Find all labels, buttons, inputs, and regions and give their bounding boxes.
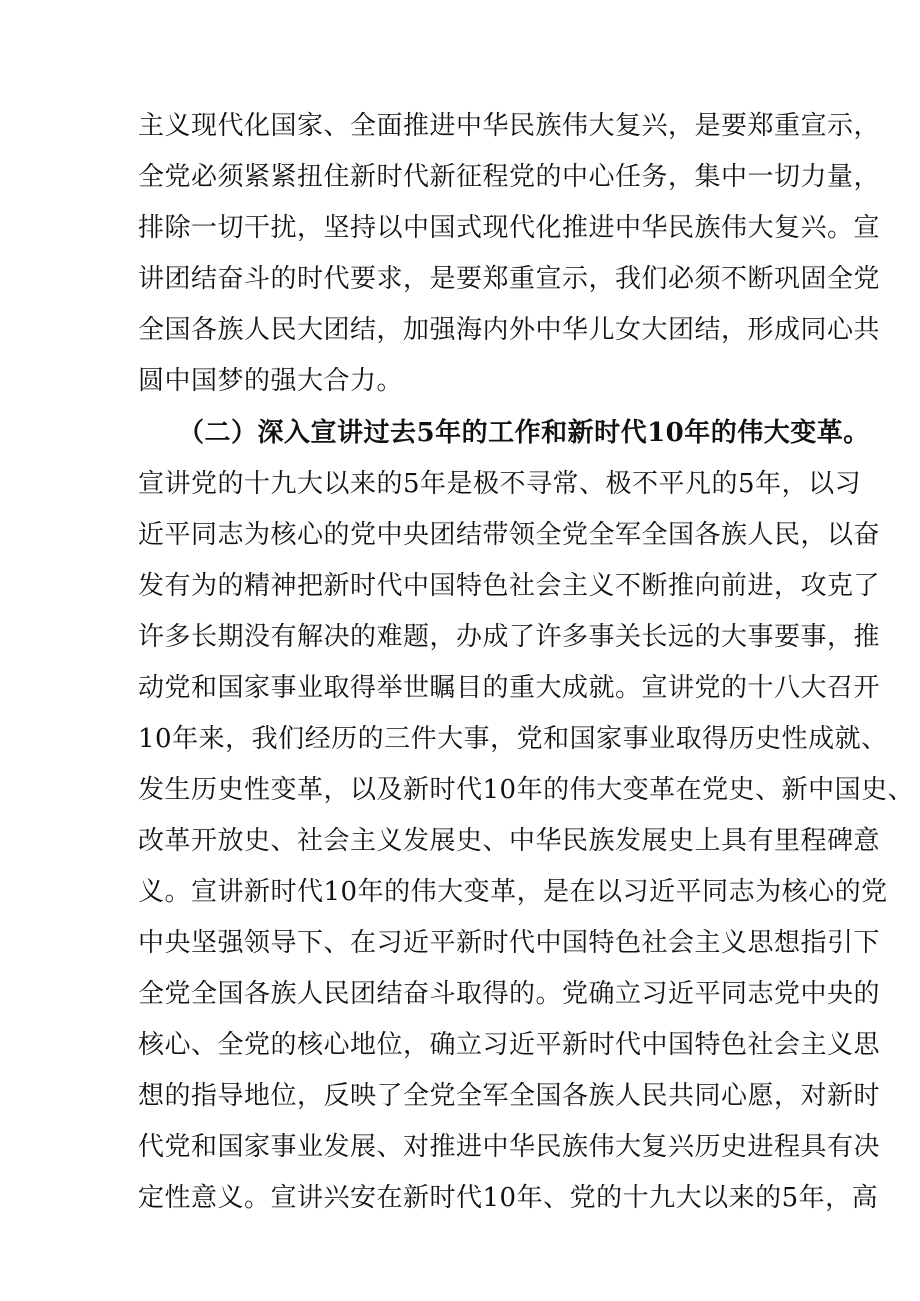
text-line: 定性意义。宣讲兴安在新时代10年、党的十九大以来的5年，高: [138, 1183, 879, 1213]
text-line: 近平同志为核心的党中央团结带领全党全军全国各族人民，以奋: [138, 520, 881, 550]
text-line: 发生历史性变革，以及新时代10年的伟大变革在党史、新中国史、: [138, 775, 915, 805]
text-line: 许多长期没有解决的难题，办成了许多事关长远的大事要事，推: [138, 622, 881, 652]
text-line: 发有为的精神把新时代中国特色社会主义不断推向前进，攻克了: [138, 571, 881, 601]
text-line: 核心、全党的核心地位，确立习近平新时代中国特色社会主义思: [138, 1030, 881, 1060]
text-line: 想的指导地位，反映了全党全军全国各族人民共同心愿，对新时: [138, 1081, 881, 1111]
text-line: 排除一切干扰，坚持以中国式现代化推进中华民族伟大复兴。宣: [138, 213, 881, 243]
text-line: 圆中国梦的强大合力。: [138, 366, 404, 396]
text-line: 动党和国家事业取得举世瞩目的重大成就。宣讲党的十八大召开: [138, 673, 881, 703]
text-line: 全国各族人民大团结，加强海内外中华儿女大团结，形成同心共: [138, 315, 881, 345]
section-heading: （二）深入宣讲过去5年的工作和新时代10年的伟大变革。: [178, 418, 870, 448]
text-line: 主义现代化国家、全面推进中华民族伟大复兴，是要郑重宣示，: [138, 111, 881, 141]
text-line: 宣讲党的十九大以来的5年是极不寻常、极不平凡的5年，以习: [138, 469, 862, 499]
text-line: 讲团结奋斗的时代要求，是要郑重宣示，我们必须不断巩固全党: [138, 264, 881, 294]
text-line: 10年来，我们经历的三件大事，党和国家事业取得历史性成就、: [138, 724, 888, 754]
text-line: 代党和国家事业发展、对推进中华民族伟大复兴历史进程具有决: [138, 1132, 881, 1162]
text-line: 中央坚强领导下、在习近平新时代中国特色社会主义思想指引下: [138, 928, 881, 958]
text-line: 全党全国各族人民团结奋斗取得的。党确立习近平同志党中央的: [138, 979, 881, 1009]
text-line: 义。宣讲新时代10年的伟大变革，是在以习近平同志为核心的党: [138, 877, 888, 907]
text-line: 全党必须紧紧扭住新时代新征程党的中心任务，集中一切力量，: [138, 162, 881, 192]
text-line: 改革开放史、社会主义发展史、中华民族发展史上具有里程碑意: [138, 826, 881, 856]
